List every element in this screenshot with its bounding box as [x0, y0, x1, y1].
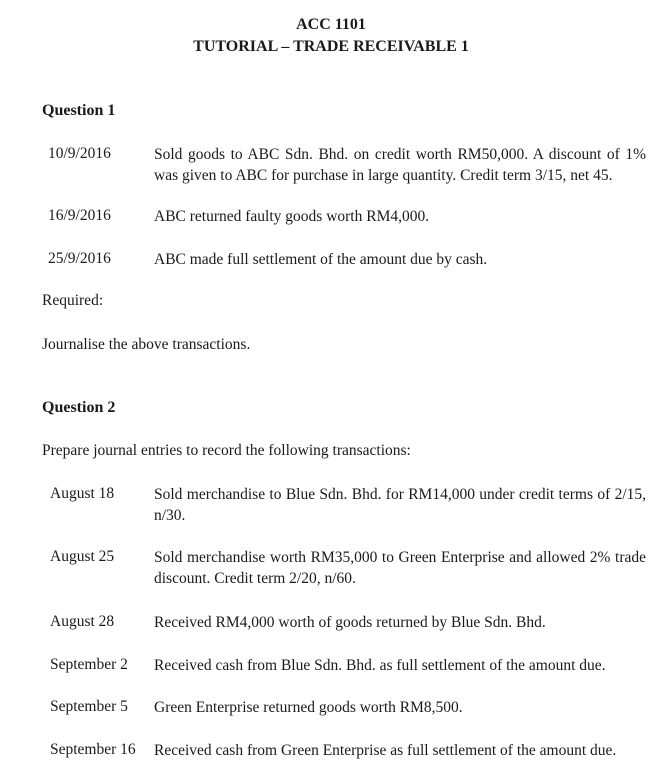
q1-entry-3-date: 25/9/2016: [48, 250, 111, 267]
q1-entry-3-description: ABC made full settlement of the amount due by cash.: [154, 251, 488, 268]
q1-entry-1-description: Sold goods to ABC Sdn. Bhd. on credit worth RM50,000. A discount of 1% was given to ABC for purchase in large quantity. Credit term 3/15, net 45.: [154, 146, 646, 184]
q2-entry-6-description: Received cash from Green Enterprise as full settlement of the amount due.: [154, 742, 617, 759]
q2-entry-4-description: Received cash from Blue Sdn. Bhd. as full settlement of the amount due.: [154, 657, 606, 674]
q1-entry-2-date: 16/9/2016: [48, 207, 111, 224]
q2-entry-1-date: August 18: [50, 485, 115, 502]
required-label: Required:: [42, 292, 104, 309]
course-code: ACC 1101: [296, 16, 366, 33]
question-1-heading: Question 1: [42, 102, 116, 119]
q1-entry-2-description: ABC returned faulty goods worth RM4,000.: [154, 208, 430, 225]
q2-entry-2-description: Sold merchandise worth RM35,000 to Green Enterprise and allowed 2% trade discount. Credit term 2/20, n/60.: [154, 549, 646, 587]
q1-instruction: Journalise the above transactions.: [42, 336, 251, 353]
q2-entry-4-date: September 2: [50, 656, 128, 673]
q2-intro: Prepare journal entries to record the following transactions:: [42, 442, 411, 459]
tutorial-title: TUTORIAL – TRADE RECEIVABLE 1: [193, 38, 469, 55]
q2-entry-6-date: September 16: [50, 741, 136, 758]
q2-entry-5-date: September 5: [50, 698, 128, 715]
q2-entry-1-description: Sold merchandise to Blue Sdn. Bhd. for RM14,000 under credit terms of 2/15, n/30.: [154, 486, 646, 524]
q2-entry-5-description: Green Enterprise returned goods worth RM8,500.: [154, 699, 463, 716]
question-2-heading: Question 2: [42, 399, 116, 416]
q2-entry-3-description: Received RM4,000 worth of goods returned by Blue Sdn. Bhd.: [154, 614, 546, 631]
q2-entry-3-date: August 28: [50, 613, 115, 630]
q2-entry-2-date: August 25: [50, 548, 115, 565]
q1-entry-1-date: 10/9/2016: [48, 145, 111, 162]
